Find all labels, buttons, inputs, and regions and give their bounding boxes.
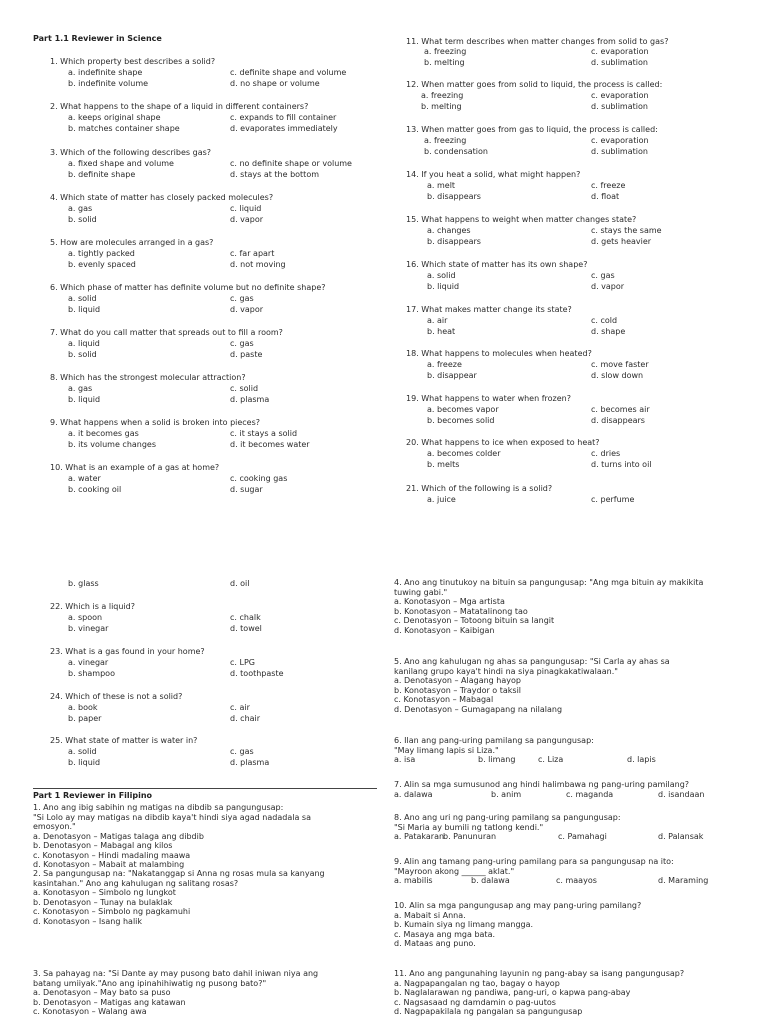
answer-option: a. water: [68, 474, 101, 483]
answer-option: d. sublimation: [591, 147, 648, 156]
answer-option: a. liquid: [68, 339, 100, 348]
answer-option: b. liquid: [427, 282, 460, 291]
answer-option: a. air: [427, 316, 448, 325]
answer-option: b. Panunuran: [443, 832, 497, 841]
answer-option: d. shape: [591, 327, 626, 336]
answer-option: b. indefinite volume: [68, 79, 149, 88]
answer-option: d. vapor: [591, 282, 625, 291]
question-text: "Si Lolo ay may matigas na dibdib kaya't hindi siya agad nadadala sa: [33, 812, 311, 822]
answer-option: b. Denotasyon – Mabagal ang kilos: [33, 841, 173, 850]
answer-option: c. Masaya ang mga bata.: [394, 929, 496, 939]
answer-option: d. sublimation: [591, 58, 648, 67]
answer-option: c. evaporation: [591, 136, 649, 145]
answer-option: d. Nagpapakilala ng pangalan sa pangungusap: [394, 1007, 583, 1016]
answer-option: d. Denotasyon – Gumagapang na nilalang: [394, 704, 563, 714]
answer-option: a. juice: [427, 495, 456, 504]
answer-option: b. Denotasyon – Matigas ang katawan: [33, 997, 186, 1007]
answer-option: b. liquid: [68, 758, 101, 767]
answer-option: a. Mabait si Anna.: [394, 910, 466, 920]
answer-option: b. its volume changes: [68, 440, 157, 449]
question-text: 9. Alin ang tamang pang-uring pamilang para sa pangungusap na ito:: [394, 857, 674, 866]
question-text: 2. What happens to the shape of a liquid in different containers?: [50, 102, 309, 111]
answer-option: a. keeps original shape: [68, 113, 161, 122]
answer-option: c. Konotasyon – Mabagal: [394, 695, 494, 704]
answer-option: b. cooking oil: [68, 485, 122, 494]
answer-option: a. Denotasyon – May bato sa puso: [33, 988, 171, 997]
answer-option: a. solid: [427, 271, 456, 280]
answer-option: a. Denotasyon – Matigas talaga ang dibdib: [33, 831, 204, 841]
answer-option: d. isandaan: [658, 789, 705, 799]
question-text: 7. What do you call matter that spreads out to fill a room?: [50, 328, 283, 337]
answer-option: a. indefinite shape: [68, 68, 143, 77]
answer-option: a. vinegar: [68, 658, 109, 667]
answer-option: c. gas: [230, 747, 254, 756]
answer-option: c. maganda: [566, 789, 614, 799]
answer-option: b. solid: [68, 215, 97, 224]
question-text: 16. Which state of matter has its own shape?: [406, 260, 588, 269]
answer-option: d. Konotasyon – Isang halik: [33, 916, 143, 926]
answer-option: d. disappears: [591, 416, 645, 425]
question-text: 9. What happens when a solid is broken into pieces?: [50, 418, 261, 427]
answer-option: c. dries: [591, 449, 621, 458]
answer-option: b. definite shape: [68, 170, 136, 179]
question-text: 19. What happens to water when frozen?: [406, 394, 571, 403]
answer-option: c. solid: [230, 384, 259, 393]
answer-option: d. toothpaste: [230, 669, 284, 678]
answer-option: a. it becomes gas: [68, 429, 139, 438]
question-text: 23. What is a gas found in your home?: [50, 647, 205, 656]
answer-option: c. Liza: [538, 755, 564, 764]
question-text: "May limang lapis si Liza.": [394, 745, 499, 755]
question-text: 5. How are molecules arranged in a gas?: [50, 238, 214, 247]
answer-option: b. disappear: [427, 371, 477, 380]
answer-option: d. not moving: [230, 260, 286, 269]
answer-option: b. matches container shape: [68, 124, 180, 133]
answer-option: b. disappears: [427, 237, 481, 246]
answer-option: c. gas: [230, 339, 254, 348]
answer-option: c. LPG: [230, 658, 255, 667]
answer-option: d. it becomes water: [230, 440, 310, 449]
answer-option: d. Maraming: [658, 876, 709, 885]
answer-option: b. melting: [424, 58, 465, 67]
question-text: 2. Sa pangungusap na: "Nakatanggap si Anna ng rosas mula sa kanyang: [33, 869, 325, 878]
answer-option: a. Nagpapangalan ng tao, bagay o hayop: [394, 978, 560, 988]
answer-option: a. solid: [68, 747, 97, 756]
answer-option: d. Konotasyon – Mabait at malambing: [33, 860, 185, 869]
answer-option: a. freeze: [427, 360, 462, 369]
answer-option: d. no shape or volume: [230, 79, 320, 88]
question-text: 11. Ano ang pangunahing layunin ng pang-abay sa isang pangungusap?: [394, 969, 685, 978]
answer-option: c. perfume: [591, 495, 635, 504]
question-text: 6. Which phase of matter has definite volume but no definite shape?: [50, 283, 326, 292]
answer-option: a. Konotasyon – Mga artista: [394, 597, 505, 606]
question-text: 4. Which state of matter has closely packed molecules?: [50, 193, 274, 202]
answer-option: c. Konotasyon – Walang awa: [33, 1007, 147, 1016]
answer-option: c. gas: [230, 294, 254, 303]
answer-option: d. evaporates immediately: [230, 124, 338, 133]
answer-option: c. air: [230, 703, 250, 712]
question-text: 3. Sa pahayag na: "Si Dante ay may pusong bato dahil iniwan niya ang: [33, 969, 319, 978]
answer-option: a. dalawa: [394, 789, 433, 799]
answer-option: c. evaporation: [591, 91, 649, 100]
answer-option: a. spoon: [68, 613, 103, 622]
question-text: tuwing gabi.": [394, 587, 448, 597]
question-text: 11. What term describes when matter changes from solid to gas?: [406, 37, 669, 46]
answer-option: c. chalk: [230, 613, 261, 622]
answer-option: b. Naglalarawan ng pandiwa, pang-uri, o kapwa pang-abay: [394, 988, 631, 997]
question-text: 24. Which of these is not a solid?: [50, 692, 183, 701]
question-text: kanilang grupo kaya't hindi na siya pinagkakatiwalaan.": [394, 666, 618, 676]
answer-option: a. Konotasyon – Simbolo ng lungkot: [33, 888, 176, 897]
answer-option: d. plasma: [230, 395, 270, 404]
answer-option: b. anim: [491, 789, 522, 799]
answer-option: a. becomes vapor: [427, 405, 499, 414]
question-text: emosyon.": [33, 822, 76, 831]
question-text: 10. What is an example of a gas at home?: [50, 463, 220, 472]
answer-option: a. gas: [68, 204, 93, 213]
answer-option: a. mabilis: [394, 876, 433, 885]
answer-option: d. oil: [230, 579, 250, 588]
answer-option: d. stays at the bottom: [230, 170, 320, 179]
filipino-section-title: Part 1 Reviewer in Filipino: [33, 791, 153, 800]
answer-option: d. slow down: [591, 371, 644, 380]
question-text: 10. Alin sa mga pangungusap ang may pang-uring pamilang?: [394, 901, 642, 910]
question-text: 12. When matter goes from solid to liquid, the process is called:: [406, 80, 663, 89]
answer-option: d. lapis: [627, 755, 656, 764]
question-text: 22. Which is a liquid?: [50, 602, 135, 611]
answer-option: b. Kumain siya ng limang mangga.: [394, 920, 534, 929]
answer-option: a. melt: [427, 181, 456, 190]
answer-option: b. Konotasyon – Matatalinong tao: [394, 606, 528, 616]
answer-option: d. turns into oil: [591, 460, 652, 469]
answer-option: d. Konotasyon – Kaibigan: [394, 625, 495, 635]
answer-option: d. towel: [230, 624, 262, 633]
answer-option: a. gas: [68, 384, 93, 393]
answer-option: c. becomes air: [591, 405, 650, 414]
question-text: 18. What happens to molecules when heated?: [406, 349, 592, 358]
answer-option: c. evaporation: [591, 47, 649, 56]
answer-option: c. it stays a solid: [230, 429, 298, 438]
answer-option: b. paper: [68, 714, 102, 723]
question-text: 5. Ano ang kahulugan ng ahas sa pangungusap: "Si Carla ay ahas sa: [394, 657, 670, 666]
answer-option: d. float: [591, 192, 620, 201]
question-text: 17. What makes matter change its state?: [406, 305, 572, 314]
answer-option: a. becomes colder: [427, 449, 501, 458]
question-text: 15. What happens to weight when matter changes state?: [406, 215, 637, 224]
answer-option: a. freezing: [424, 136, 467, 145]
answer-option: a. freezing: [424, 47, 467, 56]
answer-option: c. Pamahagi: [558, 832, 607, 841]
answer-option: c. liquid: [230, 204, 262, 213]
filipino-title-rule: [33, 788, 377, 789]
question-text: 14. If you heat a solid, what might happen?: [406, 170, 581, 179]
answer-option: b. liquid: [68, 305, 101, 314]
answer-option: d. gets heavier: [591, 237, 652, 246]
question-text: 7. Alin sa mga sumusunod ang hindi halimbawa ng pang-uring pamilang?: [394, 780, 690, 789]
question-text: 1. Which property best describes a solid?: [50, 57, 216, 66]
answer-option: d. vapor: [230, 215, 264, 224]
question-text: 3. Which of the following describes gas?: [50, 148, 212, 157]
answer-option: c. Nagsasaad ng damdamin o pag-uutos: [394, 997, 556, 1007]
answer-option: c. definite shape and volume: [230, 68, 347, 77]
answer-option: b. heat: [427, 327, 456, 336]
answer-option: c. stays the same: [591, 226, 662, 235]
answer-option: b. melts: [427, 460, 460, 469]
answer-option: c. cooking gas: [230, 474, 288, 483]
answer-option: c. cold: [591, 316, 618, 325]
science-section-title: Part 1.1 Reviewer in Science: [33, 34, 162, 43]
question-text: 13. When matter goes from gas to liquid, the process is called:: [406, 125, 658, 134]
question-text: 21. Which of the following is a solid?: [406, 484, 553, 493]
answer-option: b. vinegar: [68, 624, 109, 633]
question-text: 8. Which has the strongest molecular attraction?: [50, 373, 246, 382]
answer-option: b. Denotasyon – Tunay na bulaklak: [33, 897, 173, 907]
answer-option: a. isa: [394, 755, 416, 764]
answer-option: c. Konotasyon – Simbolo ng pagkamuhi: [33, 907, 191, 916]
answer-option: c. Konotasyon – Hindi madaling maawa: [33, 850, 191, 860]
answer-option: b. limang: [478, 755, 516, 764]
answer-option: b. shampoo: [68, 669, 115, 678]
answer-option: b. becomes solid: [427, 416, 495, 425]
answer-option: a. book: [68, 703, 98, 712]
answer-option: d. sublimation: [591, 102, 648, 111]
question-text: 4. Ano ang tinutukoy na bituin sa pangungusap: "Ang mga bituin ay makikita: [394, 578, 704, 587]
question-text: batang umiiyak."Ano ang ipinahihiwatig ng pusong bato?": [33, 978, 267, 988]
answer-option: b. liquid: [68, 395, 101, 404]
answer-option: b. dalawa: [471, 876, 510, 885]
answer-option: d. Palansak: [658, 832, 704, 841]
answer-option: a. solid: [68, 294, 97, 303]
question-text: 6. Ilan ang pang-uring pamilang sa pangungusap:: [394, 736, 594, 745]
question-text: 8. Ano ang uri ng pang-uring pamilang sa pangungusap:: [394, 813, 621, 822]
answer-option: d. chair: [230, 714, 261, 723]
answer-option: b. disappears: [427, 192, 481, 201]
answer-option: a. changes: [427, 226, 471, 235]
answer-option: b. melting: [421, 102, 462, 111]
question-text: 1. Ano ang ibig sabihin ng matigas na dibdib sa pangungusap:: [33, 803, 284, 812]
answer-option: a. Patakaran: [394, 832, 445, 841]
answer-option: b. evenly spaced: [68, 260, 136, 269]
question-text: "Mayroon akong ______ aklat.": [394, 866, 515, 876]
answer-option: c. move faster: [591, 360, 649, 369]
answer-option: c. expands to fill container: [230, 113, 337, 122]
answer-option: d. paste: [230, 350, 263, 359]
answer-option: c. gas: [591, 271, 615, 280]
answer-option: c. far apart: [230, 249, 275, 258]
answer-option: b. glass: [68, 579, 99, 588]
answer-option: d. vapor: [230, 305, 264, 314]
answer-option: c. Denotasyon – Totoong bituin sa langit: [394, 616, 555, 625]
answer-option: b. solid: [68, 350, 97, 359]
answer-option: b. Konotasyon – Traydor o taksil: [394, 685, 522, 695]
answer-option: c. freeze: [591, 181, 626, 190]
answer-option: c. no definite shape or volume: [230, 159, 352, 168]
answer-option: b. condensation: [424, 147, 488, 156]
answer-option: d. Mataas ang puno.: [394, 939, 476, 948]
answer-option: d. plasma: [230, 758, 270, 767]
question-text: 25. What state of matter is water in?: [50, 736, 198, 745]
question-text: 20. What happens to ice when exposed to heat?: [406, 438, 600, 447]
question-text: kasintahan." Ano ang kahulugan ng salitang rosas?: [33, 878, 239, 888]
question-text: "Si Maria ay bumili ng tatlong kendi.": [394, 822, 544, 832]
answer-option: a. fixed shape and volume: [68, 159, 174, 168]
answer-option: a. freezing: [421, 91, 464, 100]
answer-option: d. sugar: [230, 485, 263, 494]
answer-option: a. Denotasyon – Alagang hayop: [394, 676, 521, 685]
answer-option: c. maayos: [556, 876, 597, 885]
answer-option: a. tightly packed: [68, 249, 135, 258]
